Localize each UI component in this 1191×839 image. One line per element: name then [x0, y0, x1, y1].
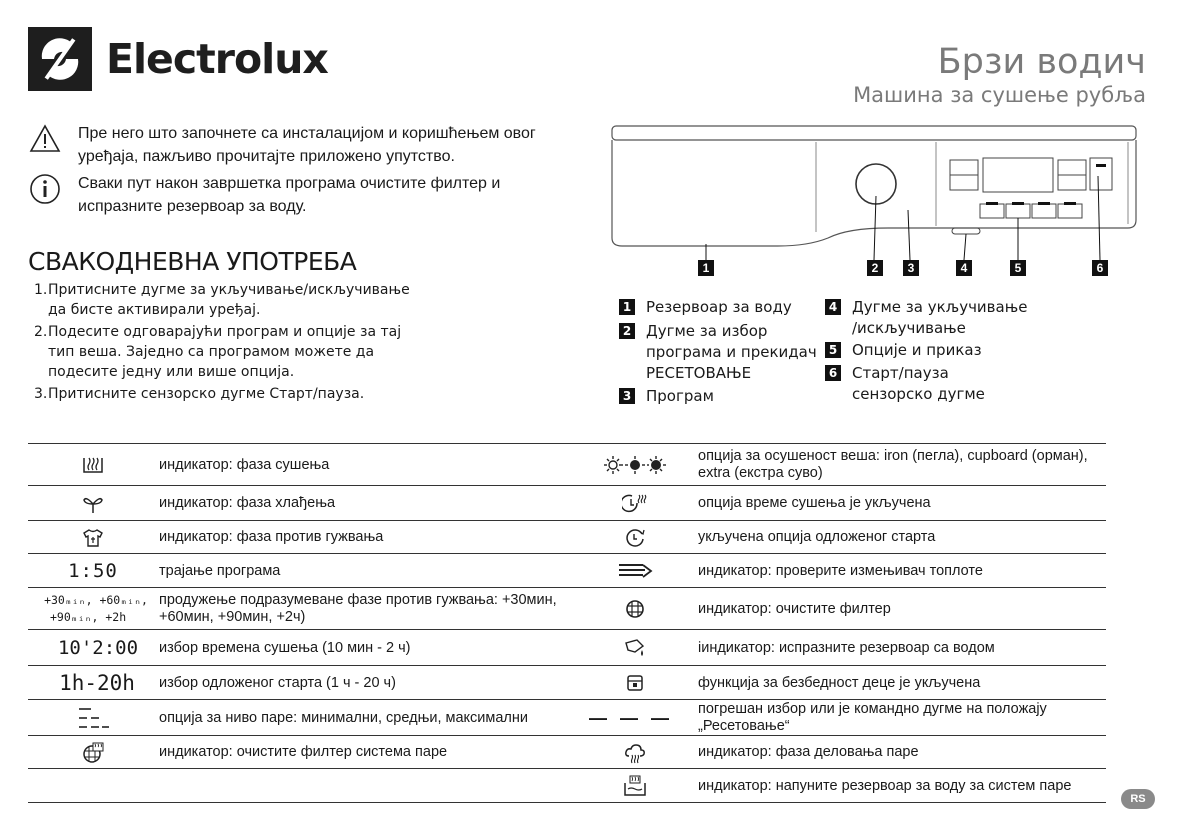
anti-crease-shirt-icon: [58, 521, 128, 554]
callout-2: 2: [867, 260, 883, 276]
row-text: опција време сушења је укључена: [698, 495, 931, 511]
dryness-level-icon: [595, 444, 675, 486]
callout-4: 4: [956, 260, 972, 276]
info-text: Сваки пут након завршетка програма очистите филтер и испразните резервоар за воду.: [78, 175, 501, 215]
brand-logo: [28, 27, 328, 91]
row-text: избор одложеног старта (1 ч - 20 ч): [159, 674, 396, 691]
row-text: индикатор: фаза деловања паре: [698, 744, 919, 760]
section-heading: СВАКОДНЕВНА УПОТРЕБА: [28, 247, 357, 276]
brand-name: Electrolux: [106, 35, 328, 83]
callout-6: 6: [1092, 260, 1108, 276]
row-text: индикатор: напуните резервоар за воду за систем паре: [698, 777, 1072, 794]
step-3: 3. Притисните сензорско дугме Старт/пауза.: [34, 386, 365, 402]
cooling-fan-icon: [58, 486, 128, 521]
row-text: функција за безбедност деце је укључена: [698, 674, 981, 691]
page-title: Брзи водич: [937, 42, 1146, 82]
empty-tank-icon: [595, 630, 675, 666]
drying-time-icon: [595, 486, 675, 521]
table-row: [28, 520, 1106, 554]
legend-item: 4 Дугме за укључивање /искључивање: [825, 297, 1035, 339]
legend-item: 3 Програм: [619, 386, 819, 407]
extension-display: [36, 588, 156, 630]
table-row: [28, 485, 1106, 521]
table-row: [28, 587, 1106, 630]
table-row: [28, 629, 1106, 666]
table-row: [28, 443, 1106, 486]
row-text: индикатор: очистите филтер: [698, 600, 891, 617]
electrolux-logo-icon: [28, 27, 92, 91]
row-text: опција за ниво паре: минимални, средњи, максимални: [159, 709, 528, 726]
fill-tank-icon: [595, 769, 675, 803]
info-notice: [28, 172, 568, 218]
row-text: избор времена сушења (10 мин - 2 ч): [159, 639, 411, 656]
table-row: [28, 735, 1106, 769]
table-row: [28, 768, 1106, 803]
extension-display-line: +90ₘᵢₙ, +2h: [50, 610, 127, 624]
page-subtitle: Машина за сушење рубља: [853, 83, 1146, 107]
delay-display: 1h-20h: [59, 671, 135, 695]
warning-text: Пре него што започнете са инсталацијом и коришћењем овог уређаја, пажљиво прочитајте приложено упутство.: [78, 125, 536, 165]
legend-item: 2 Дугме за избор програма и прекидач РЕСЕТОВАЊЕ: [619, 321, 819, 384]
table-bottom-border: [28, 802, 1106, 803]
filter-icon: [595, 588, 675, 630]
steam-phase-icon: [595, 736, 675, 769]
drying-phase-icon: [58, 444, 128, 486]
info-icon: [28, 172, 62, 206]
table-row: [28, 553, 1106, 588]
language-badge: RS: [1121, 789, 1155, 809]
step-1: 1. Притисните дугме за укључивање/искључивање да бисте активирали уређај.: [34, 282, 410, 318]
row-text: индикатор: фаза против гужвања: [159, 529, 384, 545]
row-text: трајање програма: [159, 562, 281, 579]
warning-icon: [28, 122, 62, 156]
warning-notice: [28, 122, 568, 168]
dashes-display: — — —: [588, 707, 673, 728]
drying-time-display: 10'2:00: [57, 637, 139, 659]
callout-5: 5: [1010, 260, 1026, 276]
table-row: [28, 699, 1106, 736]
callout-3: 3: [903, 260, 919, 276]
step-2: 2. Подесите одговарајући програм и опције за тај тип веша. Заједно са програмом можете да подесите једну или више опција.: [34, 324, 402, 380]
row-text: индикатор: фаза сушења: [159, 456, 330, 473]
row-text: опција за осушеност веша: iron (пегла), cupboard (орман), extra (екстра суво): [698, 448, 1088, 481]
legend-item: 6 Старт/пауза сензорско дугме: [825, 363, 995, 405]
control-panel-illustration: [608, 120, 1138, 260]
duration-display: 1:50: [68, 560, 118, 582]
heat-exchanger-icon: [595, 554, 675, 588]
legend-item: 5 Опције и приказ: [825, 340, 1035, 361]
row-text: индикатор: фаза хлађења: [159, 495, 336, 511]
delay-start-icon: [595, 521, 675, 554]
row-text: индикатор: очистите филтер система паре: [159, 744, 448, 760]
child-lock-icon: [595, 666, 675, 700]
legend-item: 1 Резервоар за воду: [619, 297, 819, 318]
control-panel-diagram: [608, 120, 1138, 280]
table-row: [28, 665, 1106, 700]
row-text: іиндикатор: испразните резервоар са водом: [698, 639, 995, 656]
row-text: укључена опција одложеног старта: [698, 529, 936, 545]
row-text: продужење подразумеване фазе против гужвања: +30мин, +60мин, +90мин, +2ч): [159, 592, 557, 625]
callout-1: 1: [698, 260, 714, 276]
extension-display-line: +30ₘᵢₙ, +60ₘᵢₙ,: [44, 593, 148, 607]
steam-level-icon: [58, 700, 128, 736]
row-text: погрешан избор или је командно дугме на положају „Ресетовање“: [698, 701, 1047, 734]
steam-filter-icon: [58, 736, 128, 769]
row-text: индикатор: проверите измењивач топлоте: [698, 562, 983, 579]
